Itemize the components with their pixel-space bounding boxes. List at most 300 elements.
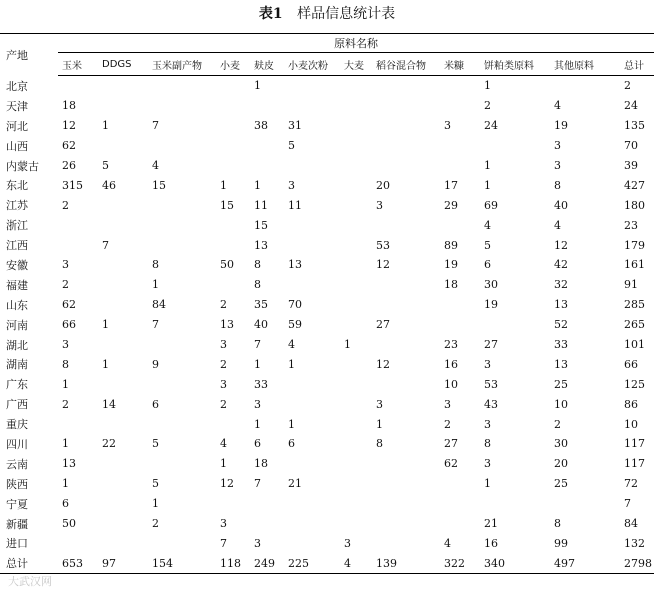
value-cell: 69: [484, 198, 498, 212]
value-cell: 101: [624, 338, 645, 352]
value-cell: 13: [554, 357, 568, 371]
table-row: [0, 335, 654, 355]
value-cell: 3: [254, 536, 261, 550]
value-cell: 33: [554, 338, 568, 352]
value-cell: 16: [484, 536, 498, 550]
column-header: 饼粕类原料: [480, 53, 550, 76]
value-cell: 3: [554, 159, 561, 172]
value-cell: 70: [624, 139, 638, 153]
value-cell: [340, 76, 372, 96]
value-cell: 12: [376, 357, 390, 371]
value-cell: 4: [152, 159, 159, 172]
value-cell: 653: [62, 556, 83, 570]
value-cell: [98, 454, 148, 474]
column-header: 玉米副产物: [148, 53, 216, 76]
value-cell: 5: [152, 477, 159, 491]
table-row: [0, 235, 654, 255]
value-cell: 497: [554, 556, 575, 570]
value-cell: [98, 255, 148, 275]
value-cell: [372, 514, 440, 534]
value-cell: [340, 215, 372, 235]
value-cell: [98, 533, 148, 553]
value-cell: [98, 295, 148, 315]
value-cell: 315: [62, 178, 83, 192]
value-cell: [372, 136, 440, 156]
value-cell: [340, 354, 372, 374]
table-number: 表1: [258, 6, 283, 22]
value-cell: 12: [554, 238, 568, 252]
region-cell: 新疆: [6, 517, 28, 531]
value-cell: 6: [484, 258, 491, 272]
value-cell: 16: [444, 357, 458, 371]
value-cell: 7: [152, 119, 159, 133]
value-cell: [98, 374, 148, 394]
value-cell: 3: [554, 139, 561, 153]
value-cell: 12: [220, 477, 234, 491]
value-cell: 139: [376, 556, 397, 570]
region-cell: 福建: [6, 278, 28, 292]
value-cell: 39: [624, 159, 638, 172]
table-row: [0, 454, 654, 474]
table-row: [0, 255, 654, 275]
value-cell: 14: [102, 397, 116, 411]
table-row: [0, 76, 654, 96]
value-cell: 4: [444, 536, 451, 550]
value-cell: 3: [484, 457, 491, 471]
region-cell: 四川: [6, 437, 28, 451]
value-cell: [480, 136, 550, 156]
value-cell: 1: [152, 278, 159, 292]
value-cell: 53: [376, 238, 390, 252]
value-cell: 8: [554, 178, 561, 192]
value-cell: [340, 275, 372, 295]
value-cell: 25: [554, 477, 568, 491]
value-cell: [58, 533, 98, 553]
column-header: 小麦: [216, 53, 250, 76]
value-cell: [284, 96, 340, 116]
value-cell: 21: [484, 517, 498, 531]
value-cell: [284, 215, 340, 235]
value-cell: [148, 414, 216, 434]
value-cell: [440, 474, 480, 494]
value-cell: 15: [152, 178, 166, 192]
value-cell: [58, 215, 98, 235]
region-cell: 广东: [6, 378, 28, 392]
value-cell: 43: [484, 397, 498, 411]
value-cell: 1: [376, 417, 383, 431]
value-cell: 1: [484, 79, 491, 93]
value-cell: 91: [624, 278, 638, 292]
value-cell: [216, 414, 250, 434]
value-cell: 99: [554, 536, 568, 550]
value-cell: [340, 175, 372, 195]
value-cell: 2: [444, 417, 451, 431]
value-cell: 7: [624, 497, 631, 511]
value-cell: 8: [254, 258, 261, 272]
value-cell: 180: [624, 198, 645, 212]
value-cell: 2: [152, 517, 159, 531]
value-cell: 4: [554, 99, 561, 113]
value-cell: 5: [288, 139, 295, 153]
table-row: [0, 434, 654, 454]
value-cell: 5: [152, 437, 159, 451]
table-row: [0, 156, 654, 176]
value-cell: [216, 116, 250, 136]
value-cell: 18: [444, 278, 458, 292]
value-cell: [98, 414, 148, 434]
value-cell: [148, 374, 216, 394]
value-cell: [372, 295, 440, 315]
value-cell: [216, 76, 250, 96]
value-cell: 97: [102, 556, 116, 570]
value-cell: [284, 494, 340, 514]
value-cell: [216, 494, 250, 514]
table-row: [0, 315, 654, 335]
value-cell: [440, 96, 480, 116]
value-cell: 10: [624, 417, 638, 431]
value-cell: 23: [624, 218, 638, 232]
value-cell: [216, 136, 250, 156]
value-cell: 1: [484, 477, 491, 491]
value-cell: 19: [554, 119, 568, 133]
value-cell: [148, 454, 216, 474]
value-cell: 3: [444, 397, 451, 411]
value-cell: [58, 414, 98, 434]
value-cell: 50: [62, 517, 76, 531]
region-cell: 安徽: [6, 258, 28, 272]
value-cell: 1: [220, 457, 227, 471]
watermark: 大武汉网: [8, 575, 52, 588]
value-cell: [148, 195, 216, 215]
value-cell: [550, 494, 620, 514]
value-cell: 52: [554, 318, 568, 332]
value-cell: 3: [220, 377, 227, 391]
value-cell: [440, 514, 480, 534]
region-cell: 进口: [6, 537, 28, 551]
value-cell: [340, 514, 372, 534]
value-cell: [284, 76, 340, 96]
region-cell: 山西: [6, 139, 28, 153]
value-cell: 40: [554, 198, 568, 212]
value-cell: 1: [62, 477, 69, 491]
value-cell: 1: [62, 377, 69, 391]
value-cell: [340, 116, 372, 136]
value-cell: 32: [554, 278, 568, 292]
value-cell: [250, 514, 284, 534]
value-cell: 1: [484, 178, 491, 192]
region-cell: 重庆: [6, 418, 28, 432]
value-cell: 20: [376, 178, 390, 192]
value-cell: [98, 136, 148, 156]
value-cell: 4: [220, 437, 227, 451]
table-row: [0, 533, 654, 553]
value-cell: 46: [102, 178, 116, 192]
value-cell: [340, 394, 372, 414]
value-cell: 26: [62, 159, 76, 172]
value-cell: [480, 494, 550, 514]
table-row: [0, 514, 654, 534]
value-cell: [98, 76, 148, 96]
value-cell: 72: [624, 477, 638, 491]
value-cell: [148, 335, 216, 355]
value-cell: 8: [152, 258, 159, 272]
value-cell: 62: [444, 457, 458, 471]
value-cell: 3: [220, 517, 227, 531]
value-cell: 7: [152, 318, 159, 332]
value-cell: [216, 275, 250, 295]
value-cell: 117: [624, 437, 645, 451]
total-row: [0, 553, 654, 573]
value-cell: 1: [288, 357, 295, 371]
value-cell: [372, 156, 440, 176]
value-cell: [98, 494, 148, 514]
table-row: [0, 116, 654, 136]
value-cell: 2: [220, 397, 227, 411]
value-cell: [340, 434, 372, 454]
value-cell: 7: [102, 238, 109, 252]
value-cell: 86: [624, 397, 638, 411]
value-cell: 2: [554, 417, 561, 431]
value-cell: 2: [624, 79, 631, 93]
value-cell: 66: [624, 357, 638, 371]
value-cell: 10: [444, 377, 458, 391]
column-header: 米糠: [440, 53, 480, 76]
value-cell: 66: [62, 318, 76, 332]
value-cell: 84: [624, 517, 638, 531]
value-cell: 3: [484, 417, 491, 431]
value-cell: 5: [102, 159, 109, 172]
value-cell: [284, 156, 340, 176]
value-cell: [340, 235, 372, 255]
value-cell: [550, 76, 620, 96]
value-cell: 30: [484, 278, 498, 292]
value-cell: 8: [484, 437, 491, 451]
value-cell: [98, 275, 148, 295]
value-cell: 6: [288, 437, 295, 451]
value-cell: 3: [62, 258, 69, 272]
value-cell: 161: [624, 258, 645, 272]
value-cell: 1: [102, 357, 109, 371]
value-cell: 3: [444, 119, 451, 133]
value-cell: 3: [484, 357, 491, 371]
value-cell: 6: [62, 497, 69, 511]
column-header: 大麦: [340, 53, 372, 76]
region-cell: 陕西: [6, 477, 28, 491]
region-cell: 湖北: [6, 338, 28, 352]
value-cell: 8: [376, 437, 383, 451]
value-cell: 62: [62, 298, 76, 312]
value-cell: [440, 494, 480, 514]
value-cell: 11: [288, 198, 302, 212]
value-cell: 1: [62, 437, 69, 451]
value-cell: 7: [254, 477, 261, 491]
region-cell: 北京: [6, 79, 28, 93]
value-cell: [440, 156, 480, 176]
region-cell: 广西: [6, 398, 28, 412]
value-cell: [250, 96, 284, 116]
value-cell: 1: [220, 178, 227, 192]
value-cell: 13: [62, 457, 76, 471]
value-cell: 225: [288, 556, 309, 570]
value-cell: 19: [484, 298, 498, 312]
value-cell: [216, 96, 250, 116]
value-cell: [58, 235, 98, 255]
value-cell: 1: [254, 357, 261, 371]
table-row: [0, 394, 654, 414]
value-cell: [340, 374, 372, 394]
value-cell: 33: [254, 377, 268, 391]
value-cell: 7: [254, 338, 261, 352]
column-header-row: [0, 53, 654, 76]
value-cell: 4: [288, 338, 295, 352]
table-row: [0, 354, 654, 374]
value-cell: 1: [288, 417, 295, 431]
value-cell: 1: [254, 417, 261, 431]
value-cell: 27: [484, 338, 498, 352]
table-row: [0, 474, 654, 494]
value-cell: [216, 215, 250, 235]
value-cell: 59: [288, 318, 302, 332]
value-cell: 4: [484, 218, 491, 232]
region-column-header: 产地: [6, 48, 28, 62]
value-cell: 19: [444, 258, 458, 272]
value-cell: [372, 454, 440, 474]
value-cell: [148, 76, 216, 96]
value-cell: [98, 215, 148, 235]
value-cell: 12: [376, 258, 390, 272]
value-cell: [372, 474, 440, 494]
value-cell: 2: [62, 397, 69, 411]
value-cell: [340, 195, 372, 215]
column-header: 其他原料: [550, 53, 620, 76]
value-cell: 38: [254, 119, 268, 133]
value-cell: [284, 275, 340, 295]
value-cell: [372, 215, 440, 235]
value-cell: [148, 533, 216, 553]
value-cell: 8: [254, 278, 261, 292]
value-cell: 1: [102, 318, 109, 332]
value-cell: [440, 136, 480, 156]
region-cell: 湖南: [6, 358, 28, 372]
value-cell: 42: [554, 258, 568, 272]
column-header: 玉米: [58, 53, 98, 76]
table-title: 样品信息统计表: [297, 6, 396, 22]
table-row: [0, 295, 654, 315]
value-cell: 31: [288, 119, 302, 133]
column-header: 小麦次粉: [284, 53, 340, 76]
value-cell: [216, 235, 250, 255]
table-row: [0, 175, 654, 195]
value-cell: 5: [484, 238, 491, 252]
value-cell: 179: [624, 238, 645, 252]
region-cell: 河南: [6, 318, 28, 332]
value-cell: 50: [220, 258, 234, 272]
value-cell: 1: [344, 338, 351, 352]
table-row: [0, 494, 654, 514]
value-cell: [148, 235, 216, 255]
value-cell: 30: [554, 437, 568, 451]
value-cell: [98, 195, 148, 215]
value-cell: 8: [62, 357, 69, 371]
value-cell: 12: [62, 119, 76, 133]
value-cell: 13: [220, 318, 234, 332]
value-cell: 70: [288, 298, 302, 312]
value-cell: 1: [102, 119, 109, 133]
value-cell: [216, 156, 250, 176]
value-cell: 21: [288, 477, 302, 491]
region-cell: 东北: [6, 179, 28, 193]
value-cell: [340, 414, 372, 434]
value-cell: 3: [288, 178, 295, 192]
value-cell: [284, 533, 340, 553]
value-cell: [340, 156, 372, 176]
value-cell: 7: [220, 536, 227, 550]
value-cell: 265: [624, 318, 645, 332]
value-cell: 2: [62, 198, 69, 212]
value-cell: 17: [444, 178, 458, 192]
value-cell: 118: [220, 556, 241, 570]
value-cell: [340, 454, 372, 474]
value-cell: 4: [554, 218, 561, 232]
value-cell: 35: [254, 298, 268, 312]
value-cell: 2798: [624, 556, 652, 570]
value-cell: 11: [254, 198, 268, 212]
value-cell: 3: [344, 536, 351, 550]
column-header: 稻谷混合物: [372, 53, 440, 76]
table-row: [0, 414, 654, 434]
value-cell: [284, 235, 340, 255]
table-body: [0, 76, 654, 574]
value-cell: 154: [152, 556, 173, 570]
value-cell: 10: [554, 397, 568, 411]
value-cell: 3: [62, 338, 69, 352]
value-cell: 2: [220, 298, 227, 312]
value-cell: [98, 514, 148, 534]
value-cell: 15: [254, 218, 268, 232]
value-cell: 15: [220, 198, 234, 212]
value-cell: 3: [376, 198, 383, 212]
value-cell: [148, 136, 216, 156]
table-row: [0, 275, 654, 295]
value-cell: [372, 116, 440, 136]
region-cell: 云南: [6, 457, 28, 471]
value-cell: 25: [554, 377, 568, 391]
value-cell: [148, 96, 216, 116]
value-cell: 340: [484, 556, 505, 570]
value-cell: [340, 494, 372, 514]
value-cell: 62: [62, 139, 76, 153]
value-cell: [98, 474, 148, 494]
region-cell: 河北: [6, 119, 28, 133]
value-cell: 322: [444, 556, 465, 570]
value-cell: [340, 315, 372, 335]
value-cell: [372, 275, 440, 295]
region-cell: 浙江: [6, 219, 28, 233]
value-cell: 2: [62, 278, 69, 292]
value-cell: [250, 156, 284, 176]
value-cell: [250, 136, 284, 156]
column-header: DDGS: [98, 53, 148, 76]
table-row: [0, 195, 654, 215]
value-cell: 1: [254, 79, 261, 93]
value-cell: 22: [102, 437, 116, 451]
statistics-table: [0, 33, 654, 574]
value-cell: [440, 215, 480, 235]
value-cell: 3: [220, 338, 227, 352]
value-cell: [440, 315, 480, 335]
region-cell: 总计: [6, 557, 28, 571]
value-cell: [372, 374, 440, 394]
